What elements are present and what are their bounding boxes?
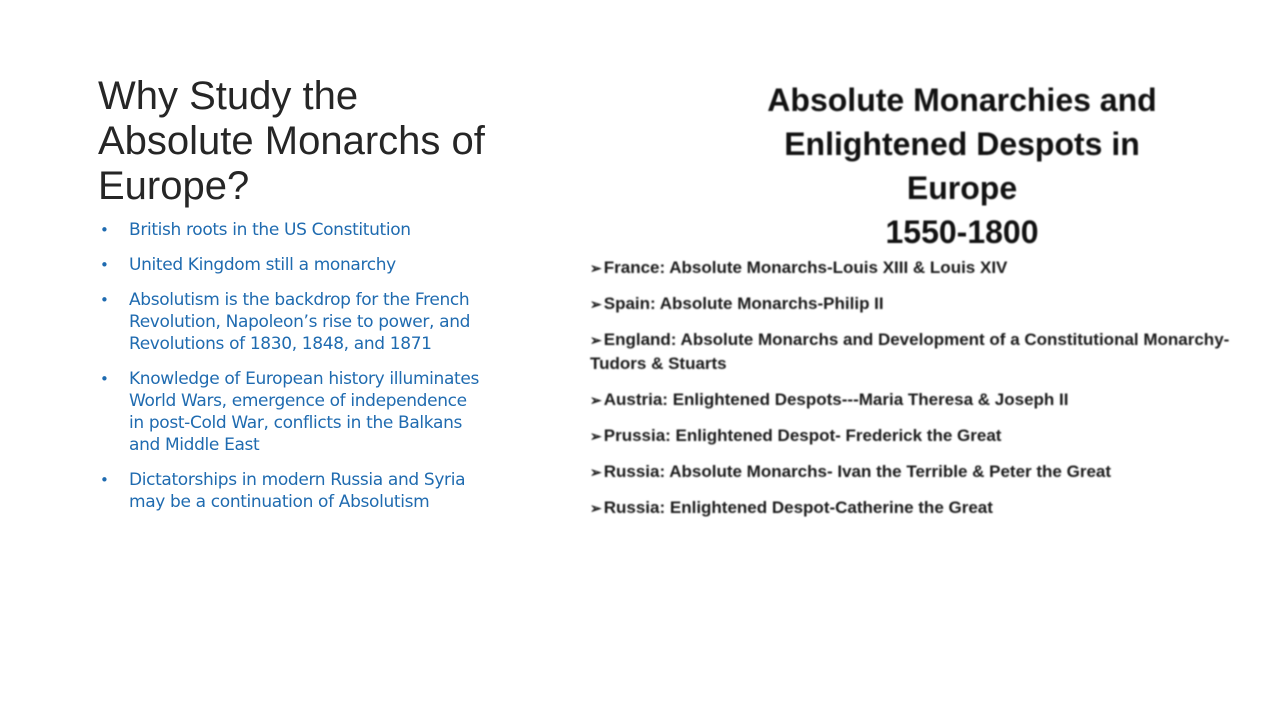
arrow-bullet-icon: ➢ — [590, 500, 602, 516]
image-title-line: Enlightened Despots in — [784, 126, 1140, 162]
image-list — [578, 256, 1262, 520]
bullet-text: Dictatorships in modern Russia and Syria may be a continuation of Absolutism — [129, 470, 466, 512]
image-title — [662, 78, 1262, 254]
arrow-bullet-icon: ➢ — [590, 260, 602, 276]
image-title-line: Europe — [906, 170, 1018, 206]
image-list-text: England: Absolute Monarchs and Development of a Constitutional Monarchy-Tudors & Stuarts — [590, 330, 1230, 373]
bullet-item — [100, 289, 480, 355]
arrow-bullet-icon: ➢ — [590, 464, 602, 480]
image-list-text: France: Absolute Monarchs-Louis XIII & Louis XIV — [603, 258, 1008, 277]
arrow-bullet-icon: ➢ — [590, 392, 602, 408]
image-list-item — [578, 328, 1262, 376]
bullet-item — [100, 254, 480, 276]
image-list-text: Spain: Absolute Monarchs-Philip II — [603, 294, 884, 313]
bullet-text: British roots in the US Constitution — [129, 220, 411, 240]
bullet-icon: • — [100, 370, 109, 388]
image-list-item — [578, 496, 1262, 520]
arrow-bullet-icon: ➢ — [590, 428, 602, 444]
arrow-bullet-icon: ➢ — [590, 296, 602, 312]
arrow-bullet-icon: ➢ — [590, 332, 602, 348]
bullet-icon: • — [100, 256, 109, 274]
slide-title: Why Study the Absolute Monarchs of Europe? — [98, 74, 485, 208]
bullet-icon: • — [100, 221, 109, 239]
bullet-text: Knowledge of European history illuminates World Wars, emergence of independence in post-Cold War, conflicts in the Balkans and Middle East — [129, 369, 479, 455]
bullet-text: Absolutism is the backdrop for the French Revolution, Napoleon’s rise to power, and Revolutions of 1830, 1848, and 1871 — [129, 290, 471, 354]
image-list-item — [578, 388, 1262, 412]
image-list-text: Russia: Enlightened Despot-Catherine the Great — [603, 498, 993, 517]
image-list-item — [578, 292, 1262, 316]
bullet-item — [100, 368, 480, 456]
bullet-icon: • — [100, 471, 109, 489]
embedded-image — [578, 78, 1262, 538]
image-list-item — [578, 460, 1262, 484]
bullet-icon: • — [100, 291, 109, 309]
bullet-list — [100, 219, 480, 526]
bullet-item — [100, 219, 480, 241]
image-list-item — [578, 424, 1262, 448]
image-list-text: Russia: Absolute Monarchs- Ivan the Terrible & Peter the Great — [603, 462, 1112, 481]
image-title-line: 1550-1800 — [885, 214, 1039, 250]
bullet-text: United Kingdom still a monarchy — [129, 255, 396, 275]
image-title-line: Absolute Monarchies and — [767, 82, 1157, 118]
image-list-text: Austria: Enlightened Despots---Maria Theresa & Joseph II — [603, 390, 1069, 409]
image-list-item — [578, 256, 1262, 280]
bullet-item — [100, 469, 480, 513]
image-list-text: Prussia: Enlightened Despot- Frederick the Great — [603, 426, 1002, 445]
